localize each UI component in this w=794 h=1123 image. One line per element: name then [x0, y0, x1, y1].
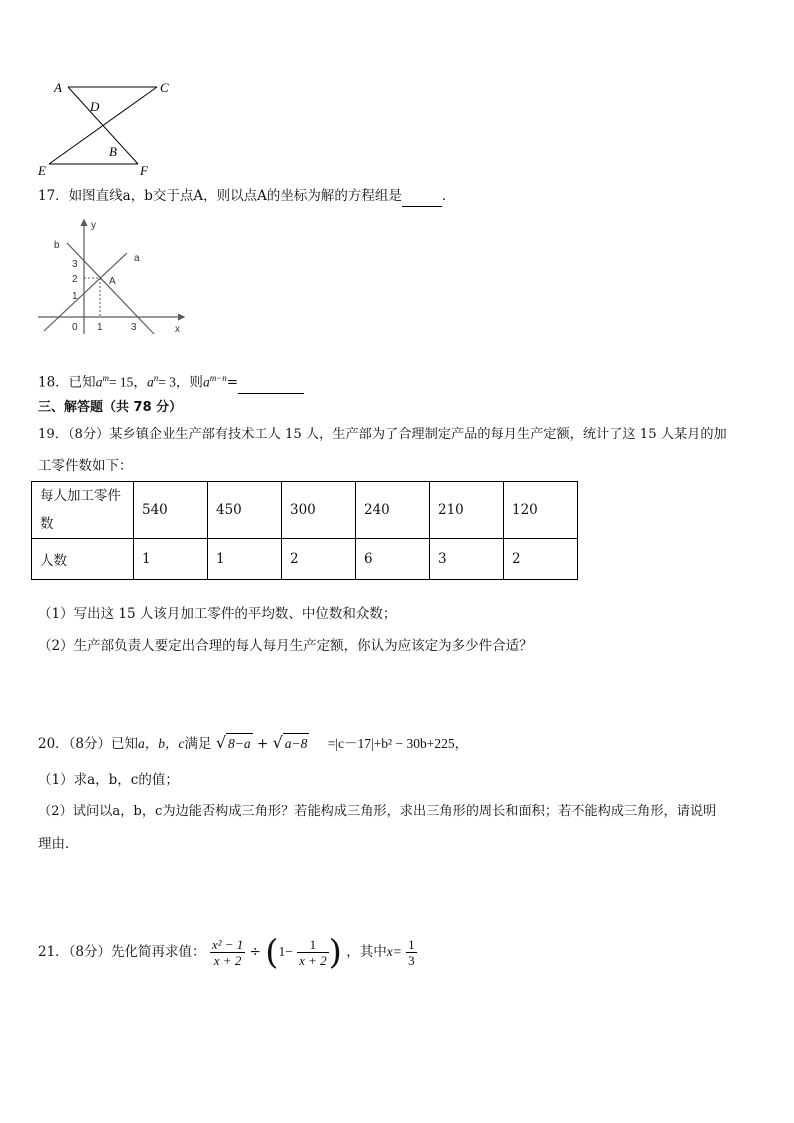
q19-line2: 工零件数如下： — [38, 458, 133, 474]
q19-sub1: （1）写出这 15 人该月加工零件的平均数、中位数和众数； — [38, 606, 397, 622]
answer-blank[interactable] — [238, 373, 304, 394]
tick-y2: 2 — [72, 274, 78, 285]
table-cell: 3 — [430, 539, 504, 580]
tick-x3: 3 — [131, 322, 137, 333]
table-cell: 1 — [208, 539, 282, 580]
q20-plus: + — [256, 736, 269, 752]
q20-rhs: =|c－17|+b² − 30b+225， — [327, 736, 469, 751]
line-b — [67, 243, 154, 334]
q18-val2: = 3，则 — [158, 374, 203, 390]
label-b: b — [54, 240, 60, 251]
table-cell: 120 — [504, 482, 578, 539]
one-minus: 1− — [278, 944, 293, 959]
segment-CE — [49, 87, 157, 164]
tick-y1: 1 — [72, 291, 78, 302]
answer-blank[interactable] — [402, 186, 442, 207]
figure-triangles — [30, 76, 180, 180]
table-cell: 210 — [430, 482, 504, 539]
q20-vars: a，b，c — [138, 736, 185, 751]
label-point-A: A — [109, 276, 116, 287]
table-cell: 6 — [356, 539, 430, 580]
section-title: 三、解答题（共 78 分） — [38, 400, 183, 415]
tick-y3: 3 — [72, 259, 78, 270]
fraction-3: $\frac{1}{3}$ — [408, 937, 415, 968]
label-a: a — [134, 253, 140, 264]
q18-val1: = 15， — [108, 374, 147, 390]
q21-xeq: x= — [386, 944, 402, 959]
q20-sub2a: （2）试问以a，b，c为边能否构成三角形？若能构成三角形，求出三角形的周长和面积；若不能构成三角形，请说明 — [38, 804, 717, 819]
table-cell: 每人加工零件数 — [32, 482, 134, 539]
tick-origin: 0 — [72, 322, 78, 333]
q21-mid: ，其中 — [346, 944, 387, 960]
q18-eq: = — [226, 374, 239, 391]
q20-prefix: 20．（8分）已知 — [38, 736, 139, 752]
paren-right: ) — [328, 932, 342, 973]
q18-base2: a — [146, 374, 154, 390]
fraction-2: $\frac{1}{x + 2}$ — [299, 937, 327, 968]
q18-exp-m: m — [102, 373, 109, 383]
divide-sign: ÷ — [249, 944, 261, 960]
q18-exp-n: n — [153, 373, 159, 383]
q17-end: ． — [441, 188, 456, 204]
q20-sub2b: 理由． — [38, 836, 79, 852]
question-21 — [38, 928, 417, 976]
q18-prefix: 18．已知 — [38, 374, 96, 391]
question-18 — [38, 368, 304, 394]
label-C: C — [160, 80, 169, 95]
label-D: D — [90, 99, 100, 114]
table-cell: 人数 — [32, 539, 134, 580]
label-E: E — [38, 163, 46, 178]
x-arrow — [178, 314, 184, 320]
table-row — [32, 482, 578, 539]
label-F: F — [140, 163, 148, 178]
label-y: y — [91, 220, 96, 231]
graph-lines-a-b — [34, 216, 194, 336]
table-cell: 2 — [282, 539, 356, 580]
q20-mid: 满足 — [184, 736, 212, 752]
sqrt-symbol: √ — [215, 733, 227, 752]
sqrt-symbol: √ — [272, 733, 283, 752]
radicand-2: a−8 — [283, 733, 310, 754]
fraction-1: $\frac{\text{x² − 1}}{x + 2}$ — [211, 937, 244, 968]
q18-exp-mn: m−n — [209, 373, 227, 383]
y-arrow — [81, 220, 87, 226]
table-cell: 540 — [134, 482, 208, 539]
q19-line1: 19．（8分）某乡镇企业生产部有技术工人 15 人，生产部为了合理制定产品的每月生产定额，统计了这 15 人某月的加 — [38, 427, 727, 442]
label-A: A — [54, 80, 62, 95]
question-20 — [38, 733, 468, 754]
q20-sub1: （1）求a，b，c的值； — [38, 772, 179, 788]
q21-prefix: 21．（8分）先化简再求值： — [38, 944, 206, 960]
label-x: x — [175, 324, 180, 335]
q19-sub2: （2）生产部负责人要定出合理的每人每月生产定额，你认为应该定为多少件合适？ — [38, 638, 533, 654]
q18-base: a — [95, 374, 103, 390]
data-table — [31, 481, 578, 580]
tick-x1: 1 — [97, 322, 103, 333]
question-17 — [38, 186, 455, 207]
table-cell: 1 — [134, 539, 208, 580]
label-B: B — [109, 144, 117, 159]
q17-text: 17．如图直线a，b交于点A，则以点A的坐标为解的方程组是 — [38, 188, 402, 204]
table-row — [32, 539, 578, 580]
table-cell: 2 — [504, 539, 578, 580]
q18-base3: a — [202, 374, 210, 390]
table-cell: 240 — [356, 482, 430, 539]
paren-left: ( — [265, 932, 279, 973]
radicand-1: 8−a — [226, 733, 253, 754]
table-cell: 300 — [282, 482, 356, 539]
table-cell: 450 — [208, 482, 282, 539]
